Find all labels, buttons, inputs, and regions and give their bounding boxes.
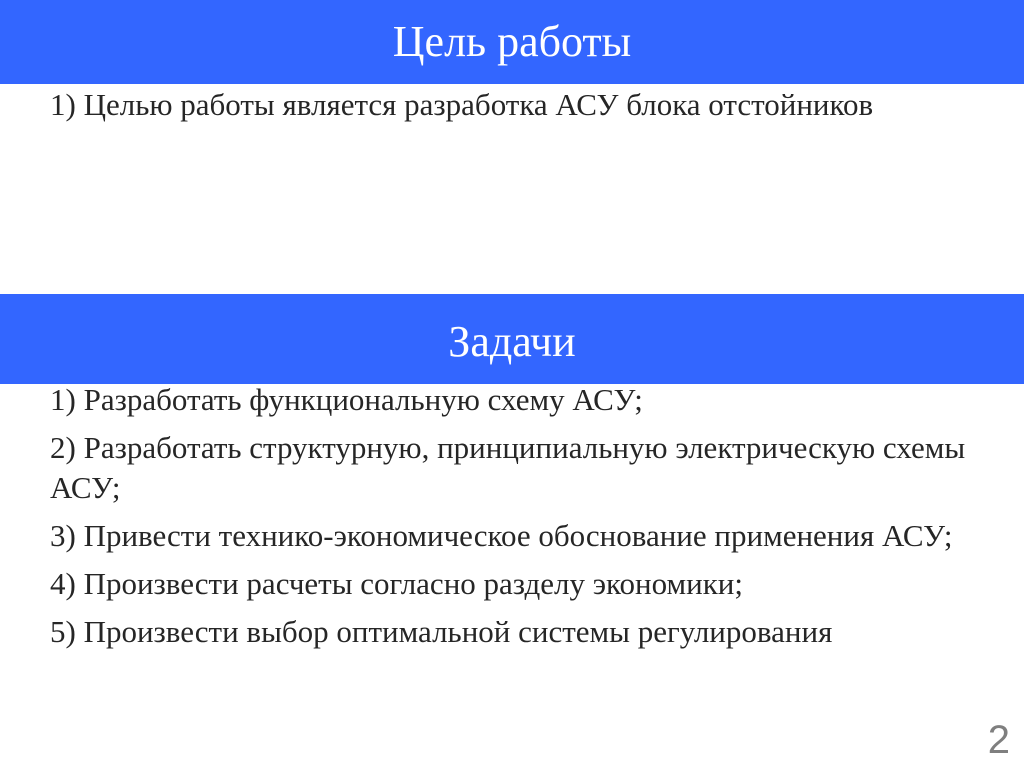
- slide-number: 2: [987, 718, 1010, 762]
- task-item-5: 5) Произвести выбор оптимальной системы регулирования: [50, 614, 833, 649]
- task-list: [50, 380, 980, 660]
- task-item-3: 3) Привести технико-экономическое обоснование применения АСУ;: [50, 518, 953, 553]
- tasks-header-band: [0, 294, 1024, 384]
- task-item-1: 1) Разработать функциональную схему АСУ;: [50, 382, 643, 417]
- task-item-2: 2) Разработать структурную, принципиальную электрическую схемы АСУ;: [50, 430, 966, 505]
- task-item-4: 4) Произвести расчеты согласно разделу экономики;: [50, 566, 743, 601]
- tasks-title: Задачи: [448, 317, 576, 366]
- goal-title: Цель работы: [392, 17, 632, 66]
- goal-header-band: [0, 0, 1024, 84]
- goal-item: 1) Целью работы является разработка АСУ блока отстойников: [50, 87, 874, 122]
